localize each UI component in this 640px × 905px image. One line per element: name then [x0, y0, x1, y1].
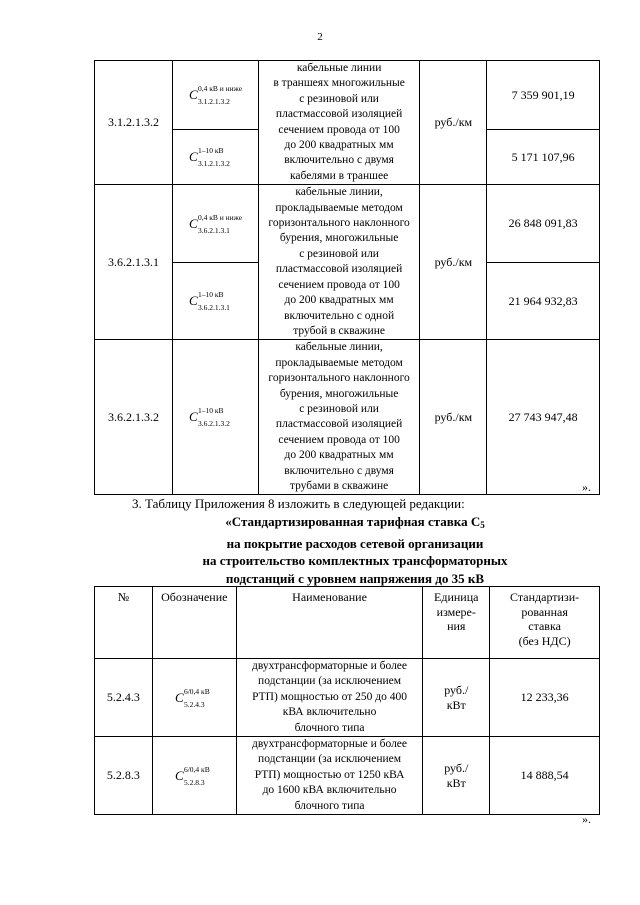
designation-cell: [172, 185, 258, 263]
rate-symbol: C 1–10 кВ 3.6.2.1.3.1: [188, 290, 230, 313]
number-cell: 5.2.8.3: [95, 737, 153, 815]
code-cell: 3.1.2.1.3.2: [95, 61, 173, 185]
name-cell: двухтрансформаторные и более подстанции (за исключением РТП) мощностью от 250 до 400 кВА включительно блочного типа: [236, 659, 423, 737]
value-cell: 21 964 932,83: [487, 262, 600, 340]
closing-quote: ».: [582, 812, 591, 826]
designation-cell: [152, 737, 236, 815]
designation-cell: [172, 262, 258, 340]
table-row: [95, 659, 600, 737]
table-row: [95, 185, 600, 263]
value-cell: 27 743 947,48: [487, 340, 600, 495]
unit-cell: руб./км: [420, 61, 487, 185]
rate-symbol: C 6/0,4 кВ 5.2.8.3: [174, 764, 210, 787]
header-designation: Обозначение: [152, 587, 236, 659]
description-cell: кабельные линии в траншеях многожильные с резиновой или пластмассовой изоляцией сечением провода от 100 до 200 квадратных мм включительно с двумя кабелями в траншее: [258, 61, 420, 185]
value-cell: 5 171 107,96: [487, 130, 600, 185]
code-cell: 3.6.2.1.3.1: [95, 185, 173, 340]
unit-cell: руб./км: [420, 185, 487, 340]
tariff-table-cable-lines: [94, 60, 600, 495]
table-row: [95, 737, 600, 815]
header-unit: Единица измере- ния: [423, 587, 490, 659]
table-header-row: [95, 587, 600, 659]
code-cell: 3.6.2.1.3.2: [95, 340, 173, 495]
value-cell: 7 359 901,19: [487, 61, 600, 130]
unit-cell: руб./ кВт: [423, 659, 490, 737]
rate-symbol: C 0,4 кВ и ниже 3.6.2.1.3.1: [188, 212, 243, 235]
closing-quote: ».: [582, 480, 591, 494]
number-cell: 5.2.4.3: [95, 659, 153, 737]
rate-symbol: C 0,4 кВ и ниже 3.1.2.1.3.2: [188, 84, 243, 107]
value-cell: 26 848 091,83: [487, 185, 600, 263]
value-cell: 14 888,54: [490, 737, 600, 815]
unit-cell: руб./ кВт: [423, 737, 490, 815]
table-row: [95, 340, 600, 495]
description-cell: кабельные линии, прокладываемые методом горизонтального наклонного бурения, многожильные с резиновой или пластмассовой изоляцией сечением провода от 100 до 200 квадратных мм включительно с двумя трубами в скважине: [258, 340, 420, 495]
table-row: [95, 61, 600, 130]
description-cell: кабельные линии, прокладываемые методом горизонтального наклонного бурения, многожильные с резиновой или пластмассовой изоляцией сечением провода от 100 до 200 квадратных мм включительно с одной трубой в скважине: [258, 185, 420, 340]
header-number: №: [95, 587, 153, 659]
rate-symbol: C 1–10 кВ 3.6.2.1.3.2: [188, 406, 230, 429]
page-number: 2: [317, 31, 323, 43]
rate-symbol: C 1–10 кВ 3.1.2.1.3.2: [188, 146, 230, 169]
designation-cell: [172, 340, 258, 495]
header-rate: Стандартизи- рованная ставка (без НДС): [490, 587, 600, 659]
unit-cell: руб./км: [420, 340, 487, 495]
amendment-paragraph: 3. Таблицу Приложения 8 изложить в следующей редакции:: [132, 496, 465, 511]
designation-cell: [172, 61, 258, 130]
table-heading: «Стандартизированная тарифная ставка С5 на покрытие расходов сетевой организации на строительство комплектных трансформаторных подстанций с уровнем напряжения до 35 кВ: [202, 514, 508, 586]
rate-symbol: C 6/0,4 кВ 5.2.4.3: [174, 686, 210, 709]
designation-cell: [152, 659, 236, 737]
designation-cell: [172, 130, 258, 185]
name-cell: двухтрансформаторные и более подстанции (за исключением РТП) мощностью от 1250 кВА до 1600 кВА включительно блочного типа: [236, 737, 423, 815]
header-name: Наименование: [236, 587, 423, 659]
value-cell: 12 233,36: [490, 659, 600, 737]
tariff-table-substations: [94, 586, 600, 815]
